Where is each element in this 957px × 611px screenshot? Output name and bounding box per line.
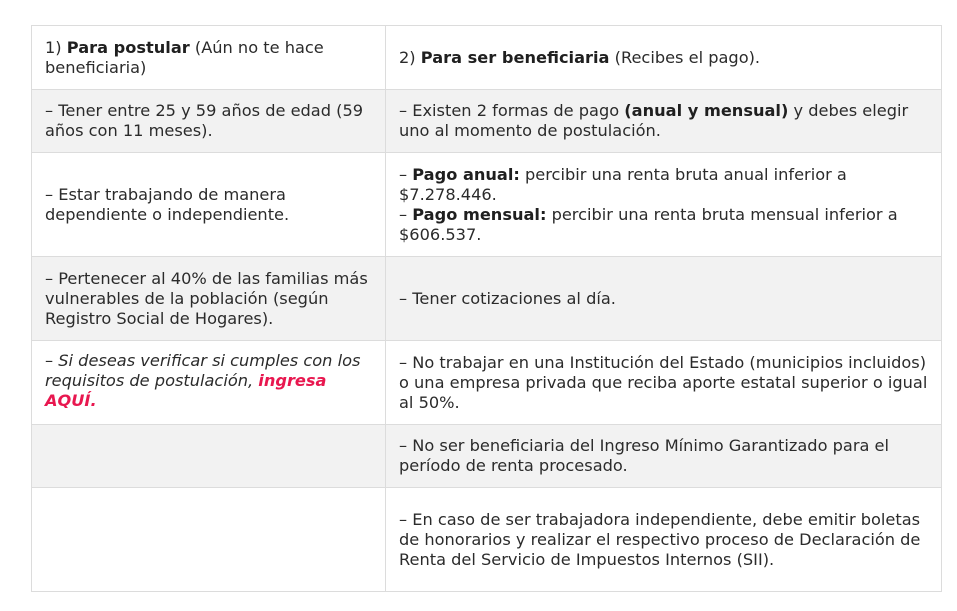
payment-cell: – No trabajar en una Institución del Estado (municipios incluidos) o una empresa privada que reciba aporte estatal superior o igual al 50%. xyxy=(386,341,942,425)
table-row xyxy=(32,90,942,153)
table-row xyxy=(32,341,942,425)
table-row xyxy=(32,257,942,341)
table-header-row xyxy=(32,26,942,90)
monthly-payment-line: – Pago mensual: percibir una renta bruta mensual inferior a $606.537. xyxy=(399,204,898,244)
requirement-cell: – Estar trabajando de manera dependiente o independiente. xyxy=(32,153,386,257)
annual-payment-line: – Pago anual: percibir una renta bruta anual inferior a $7.278.446. xyxy=(399,164,847,204)
header-title-beneficiaria: Para ser beneficiaria xyxy=(420,47,610,67)
table-row xyxy=(32,153,942,257)
requirement-cell: – Tener entre 25 y 59 años de edad (59 años con 11 meses). xyxy=(32,90,386,153)
header-title-postular: Para postular xyxy=(66,37,190,57)
header-cell-beneficiaria: 2) Para ser beneficiaria (Recibes el pago). xyxy=(386,26,942,90)
empty-cell xyxy=(32,425,386,488)
payment-cell xyxy=(386,153,942,257)
payment-cell: – En caso de ser trabajadora independiente, debe emitir boletas de honorarios y realizar el respectivo proceso de Declaración de Renta del Servicio de Impuestos Internos (SII). xyxy=(386,488,942,592)
empty-cell xyxy=(32,488,386,592)
requirements-table xyxy=(31,25,942,592)
requirement-cell: – Si deseas verificar si cumples con los requisitos de postulación, ingresa AQUÍ. xyxy=(32,341,386,425)
requirement-cell: – Pertenecer al 40% de las familias más vulnerables de la población (según Registro Social de Hogares). xyxy=(32,257,386,341)
payment-cell: – Existen 2 formas de pago (anual y mensual) y debes elegir uno al momento de postulación. xyxy=(386,90,942,153)
ingresa-aqui-link[interactable]: ingresa AQUÍ. xyxy=(45,371,327,410)
table-row xyxy=(32,425,942,488)
header-cell-postular: 1) Para postular (Aún no te hace beneficiaria) xyxy=(32,26,386,90)
table-row xyxy=(32,488,942,592)
payment-cell: – No ser beneficiaria del Ingreso Mínimo Garantizado para el período de renta procesado. xyxy=(386,425,942,488)
payment-cell: – Tener cotizaciones al día. xyxy=(386,257,942,341)
